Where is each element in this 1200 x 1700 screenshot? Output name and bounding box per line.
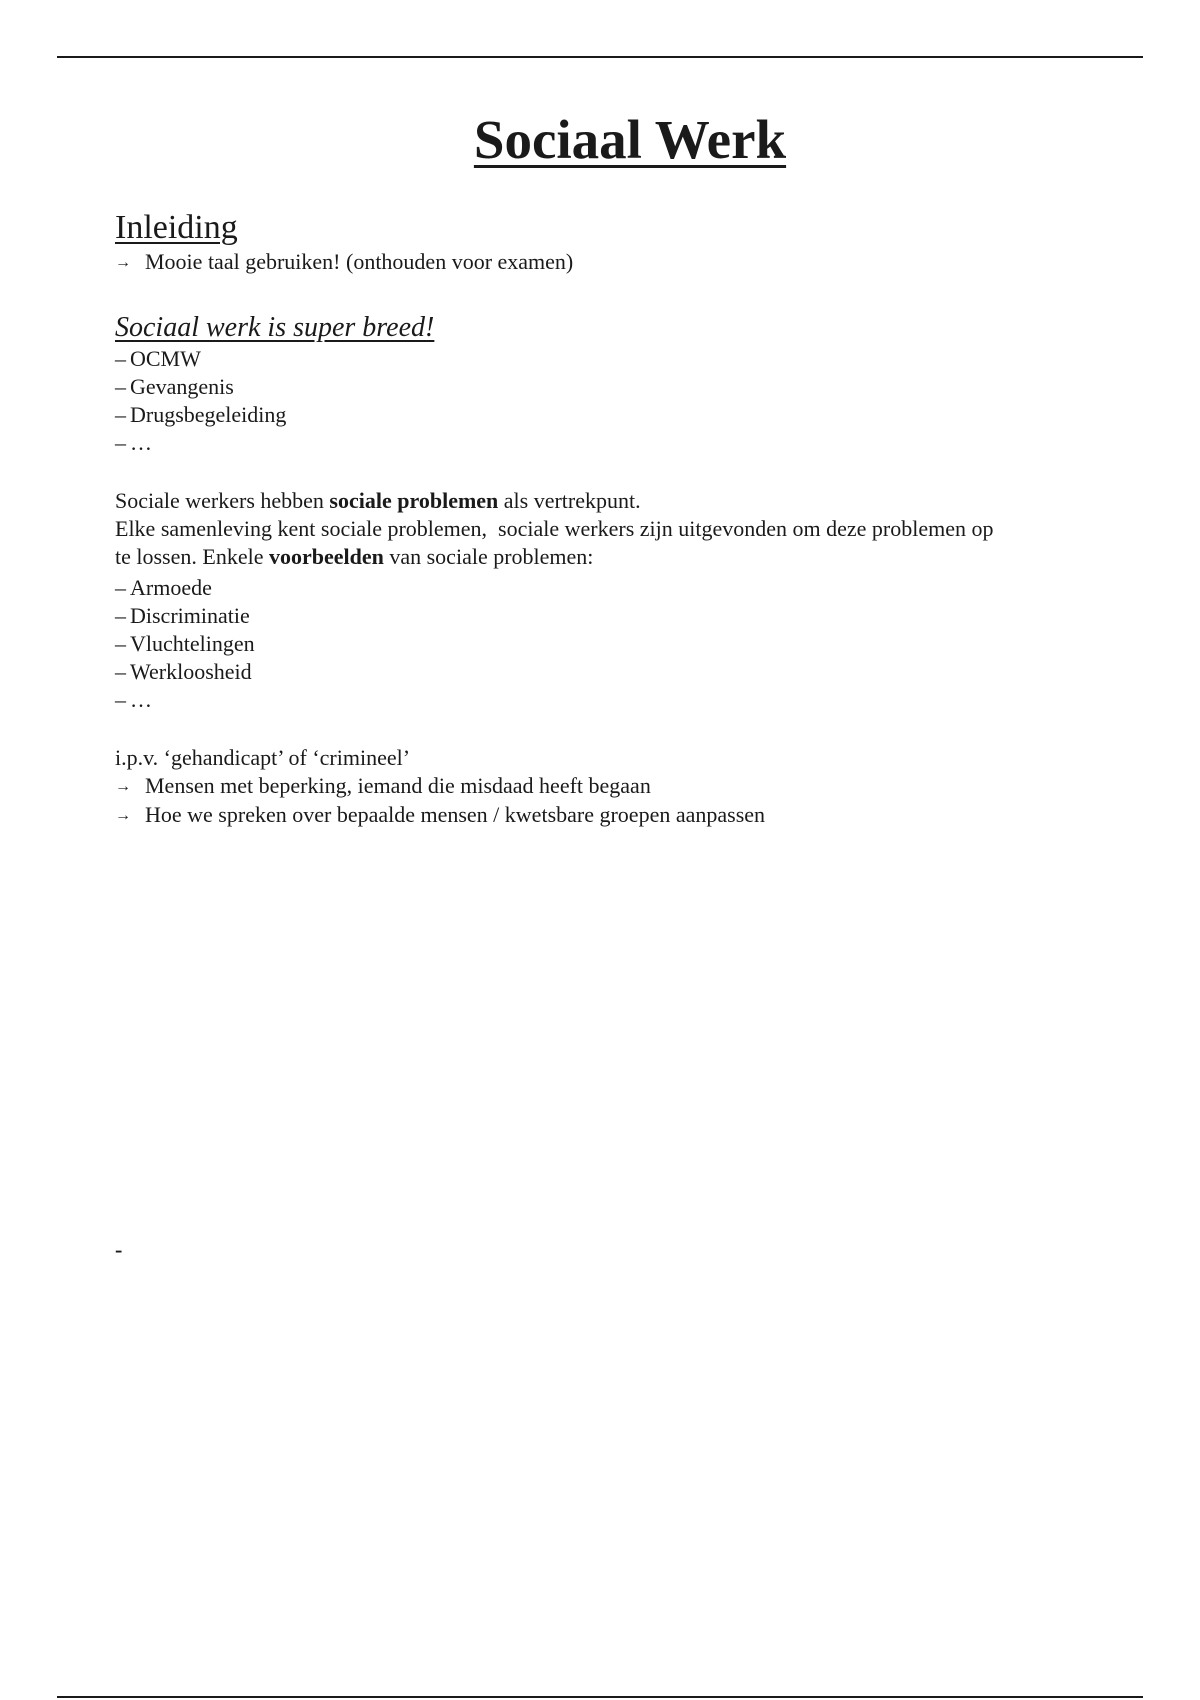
arrow-icon: → [115,778,131,795]
list-item [115,630,1085,658]
list-item [115,429,1085,457]
page-title: Sociaal Werk [473,109,787,170]
text-span: te lossen. Enkele [115,544,269,569]
list-item-text: Werkloosheid [130,659,252,684]
list-item-text: Armoede [130,575,212,600]
text-span: als vertrekpunt. [498,488,641,513]
list-item-text: OCMW [130,346,201,371]
arrow-icon: → [115,807,131,824]
subheading-breadth: Sociaal werk is super breed! [115,312,435,343]
intro-note [115,248,1085,277]
language-point [115,772,1085,801]
list-item [115,401,1085,429]
dash-bullet: – [115,575,126,600]
intro-note-text: Mooie taal gebruiken! (onthouden voor examen) [145,249,574,274]
problems-line-2: Elke samenleving kent sociale problemen, sociale werkers zijn uitgevonden om deze problemen op [115,516,994,541]
problems-list [115,574,1085,714]
language-point-text: Hoe we spreken over bepaalde mensen / kwetsbare groepen aanpassen [145,802,766,827]
section-heading-inleiding: Inleiding [115,209,238,246]
list-item [115,602,1085,630]
dash-bullet: – [115,603,126,628]
breadth-list [115,345,1085,457]
list-item [115,345,1085,373]
bold-term: sociale problemen [329,488,499,513]
list-item [115,686,1085,714]
problems-line-1 [115,487,1085,515]
language-intro: i.p.v. ‘gehandicapt’ of ‘crimineel’ [115,745,411,770]
language-section [115,744,1085,830]
list-item-text: Drugsbegeleiding [130,402,287,427]
problems-line-3 [115,543,1085,571]
dash-bullet: – [115,687,126,712]
list-item-text: … [130,687,152,712]
dash-bullet: – [115,631,126,656]
stray-dash-mark: - [115,1237,123,1262]
document-body [115,208,1085,830]
list-item [115,574,1085,602]
list-item [115,658,1085,686]
dash-bullet: – [115,374,126,399]
text-span: Sociale werkers hebben [115,488,330,513]
bottom-rule [57,1696,1143,1698]
arrow-icon: → [115,254,131,271]
top-rule [57,56,1143,58]
problems-section [115,487,1085,714]
list-item-text: Vluchtelingen [130,631,255,656]
bold-term: voorbeelden [268,544,384,569]
language-point-text: Mensen met beperking, iemand die misdaad heeft begaan [145,773,651,798]
dash-bullet: – [115,430,126,455]
list-item [115,373,1085,401]
dash-bullet: – [115,402,126,427]
language-point [115,801,1085,830]
list-item-text: Discriminatie [130,603,250,628]
list-item-text: … [130,430,152,455]
dash-bullet: – [115,346,126,371]
dash-bullet: – [115,659,126,684]
text-span: van sociale problemen: [383,544,594,569]
list-item-text: Gevangenis [130,374,234,399]
